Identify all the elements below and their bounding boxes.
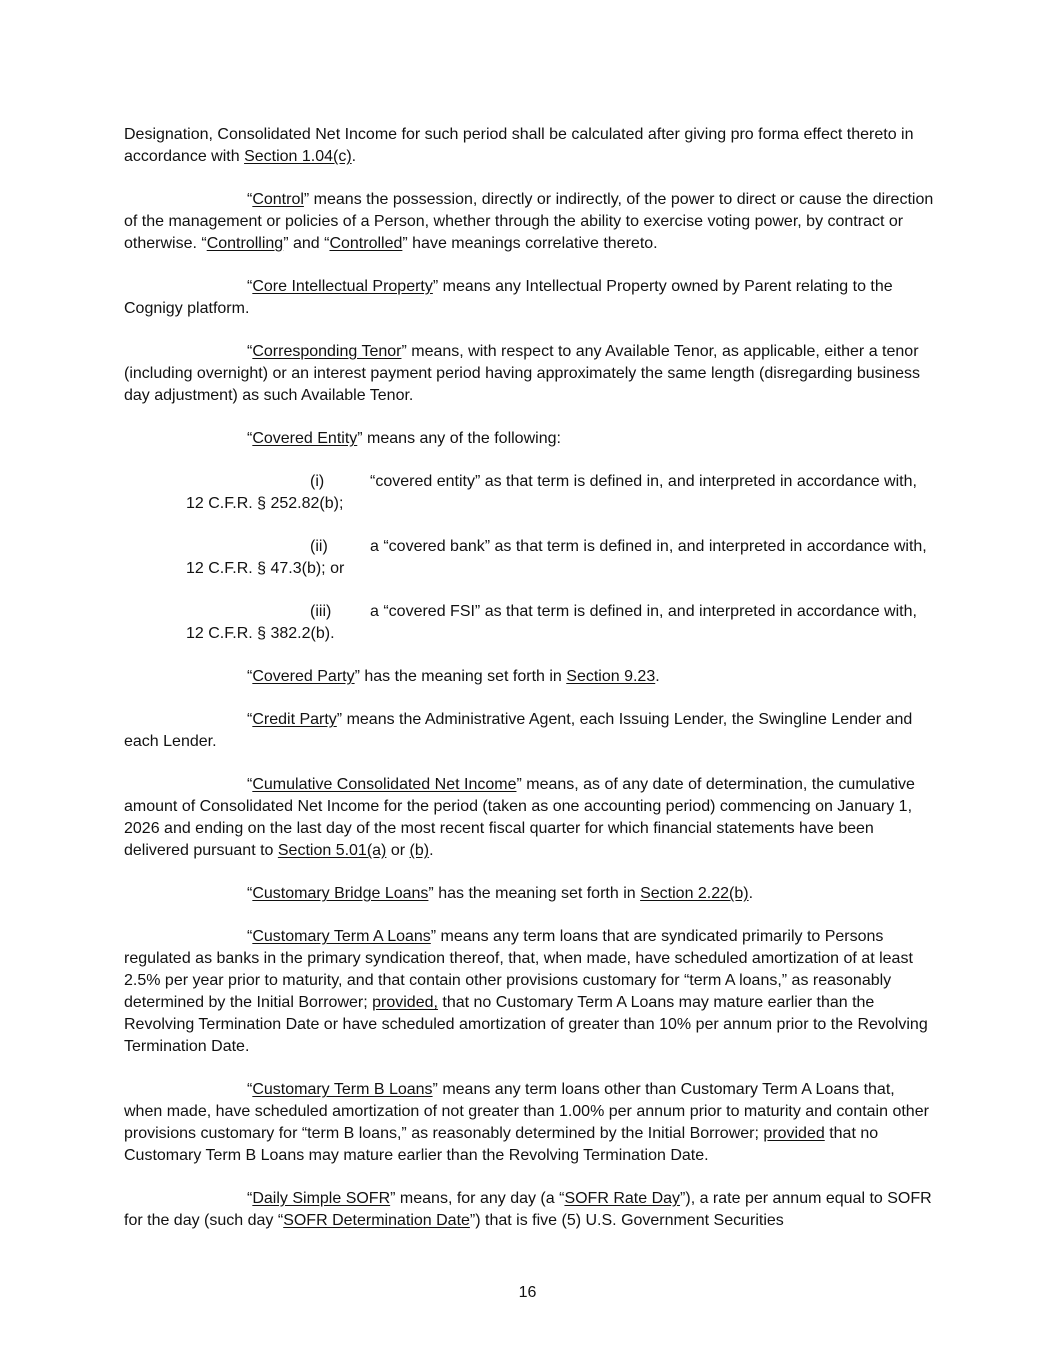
section-reference: Section 2.22(b)	[640, 885, 749, 902]
clause-number: (iii)	[310, 603, 332, 620]
defined-term: SOFR Rate Day	[564, 1190, 681, 1207]
definition-customary-term-b-loans: “Customary Term B Loans” means any term loans other than Customary Term A Loans that, when made, have scheduled amortization of not greater than 1.00% per annum prior to maturity and contain other provisions customary for “term B loans,” as reasonably determined by the Initial Borrower; provided that no Customary Term B Loans may mature earlier than the Revolving Termination Date.	[124, 1081, 929, 1164]
definition-customary-term-a-loans: “Customary Term A Loans” means any term loans that are syndicated primarily to Persons regulated as banks in the primary syndication thereof, that, when made, have scheduled amortization of at least 2.5% per year prior to maturity, and that contain other provisions customary for “term A loans,” as reasonably determined by the Initial Borrower; provided, that no Customary Term A Loans may mature earlier than the Revolving Termination Date or have scheduled amortization of greater than 10% per annum prior to the Revolving Termination Date.	[124, 928, 928, 1055]
defined-term: Controlled	[329, 235, 403, 252]
defined-term: Credit Party	[252, 711, 337, 728]
definition-customary-bridge-loans: “Customary Bridge Loans” has the meaning set forth in Section 2.22(b).	[247, 885, 754, 902]
definition-control: “Control” means the possession, directly or indirectly, of the power to direct or cause the direction of the management or policies of a Person, whether through the ability to exercise voting power, by contract or otherwise. “Controlling” and “Controlled” have meanings correlative thereto.	[124, 191, 934, 252]
proviso: provided,	[372, 994, 438, 1011]
defined-term: Controlling	[206, 235, 284, 252]
clause-number: (ii)	[310, 538, 328, 555]
defined-term: Daily Simple SOFR	[252, 1190, 391, 1207]
section-reference: Section 1.04(c)	[244, 148, 352, 165]
defined-term: SOFR Determination Date	[283, 1212, 470, 1229]
definition-cumulative-consolidated-net-income: “Cumulative Consolidated Net Income” means, as of any date of determination, the cumulative amount of Consolidated Net Income for the period (taken as one accounting period) commencing on January 1, 2026 and ending on the last day of the most recent fiscal quarter for which financial statements have been delivered pursuant to Section 5.01(a) or (b).	[124, 776, 915, 859]
defined-term: Cumulative Consolidated Net Income	[252, 776, 517, 793]
defined-term: Customary Term B Loans	[252, 1081, 433, 1098]
definition-corresponding-tenor: “Corresponding Tenor” means, with respect to any Available Tenor, as applicable, either a tenor (including overnight) or an interest payment period having approximately the same length (disregarding business day adjustment) as such Available Tenor.	[124, 343, 920, 404]
clause-item: (i) “covered entity” as that term is defined in, and interpreted in accordance with, 12 C.F.R. § 252.82(b);	[186, 473, 917, 512]
definition-core-intellectual-property: “Core Intellectual Property” means any Intellectual Property owned by Parent relating to the Cognigy platform.	[124, 278, 893, 317]
section-reference: Section 5.01(a)	[277, 842, 387, 859]
defined-term: Core Intellectual Property	[252, 278, 433, 295]
defined-term: Covered Party	[252, 668, 355, 685]
clause-item: (ii) a “covered bank” as that term is defined in, and interpreted in accordance with, 12 C.F.R. § 47.3(b); or	[186, 538, 927, 577]
defined-term: Customary Term A Loans	[252, 928, 431, 945]
paragraph-continuation: Designation, Consolidated Net Income for such period shall be calculated after giving pro forma effect thereto in accordance with Section 1.04(c).	[124, 126, 914, 165]
section-reference: Section 9.23	[566, 668, 656, 685]
definition-covered-entity: “Covered Entity” means any of the following:	[247, 430, 561, 447]
clause-item: (iii) a “covered FSI” as that term is defined in, and interpreted in accordance with, 12 C.F.R. § 382.2(b).	[186, 603, 917, 642]
document-body	[124, 124, 934, 1253]
proviso: provided	[763, 1125, 825, 1142]
definition-daily-simple-sofr: “Daily Simple SOFR” means, for any day (a “SOFR Rate Day”), a rate per annum equal to SOFR for the day (such day “SOFR Determination Date”) that is five (5) U.S. Government Securities	[124, 1190, 932, 1229]
definition-covered-party: “Covered Party” has the meaning set forth in Section 9.23.	[247, 668, 660, 685]
defined-term: Covered Entity	[252, 430, 358, 447]
defined-term: Corresponding Tenor	[252, 343, 402, 360]
page-number: 16	[518, 1284, 537, 1301]
definition-credit-party: “Credit Party” means the Administrative Agent, each Issuing Lender, the Swingline Lender and each Lender.	[124, 711, 913, 750]
section-reference: (b)	[409, 842, 430, 859]
defined-term: Control	[252, 191, 304, 208]
defined-term: Customary Bridge Loans	[252, 885, 429, 902]
clause-number: (i)	[310, 473, 325, 490]
